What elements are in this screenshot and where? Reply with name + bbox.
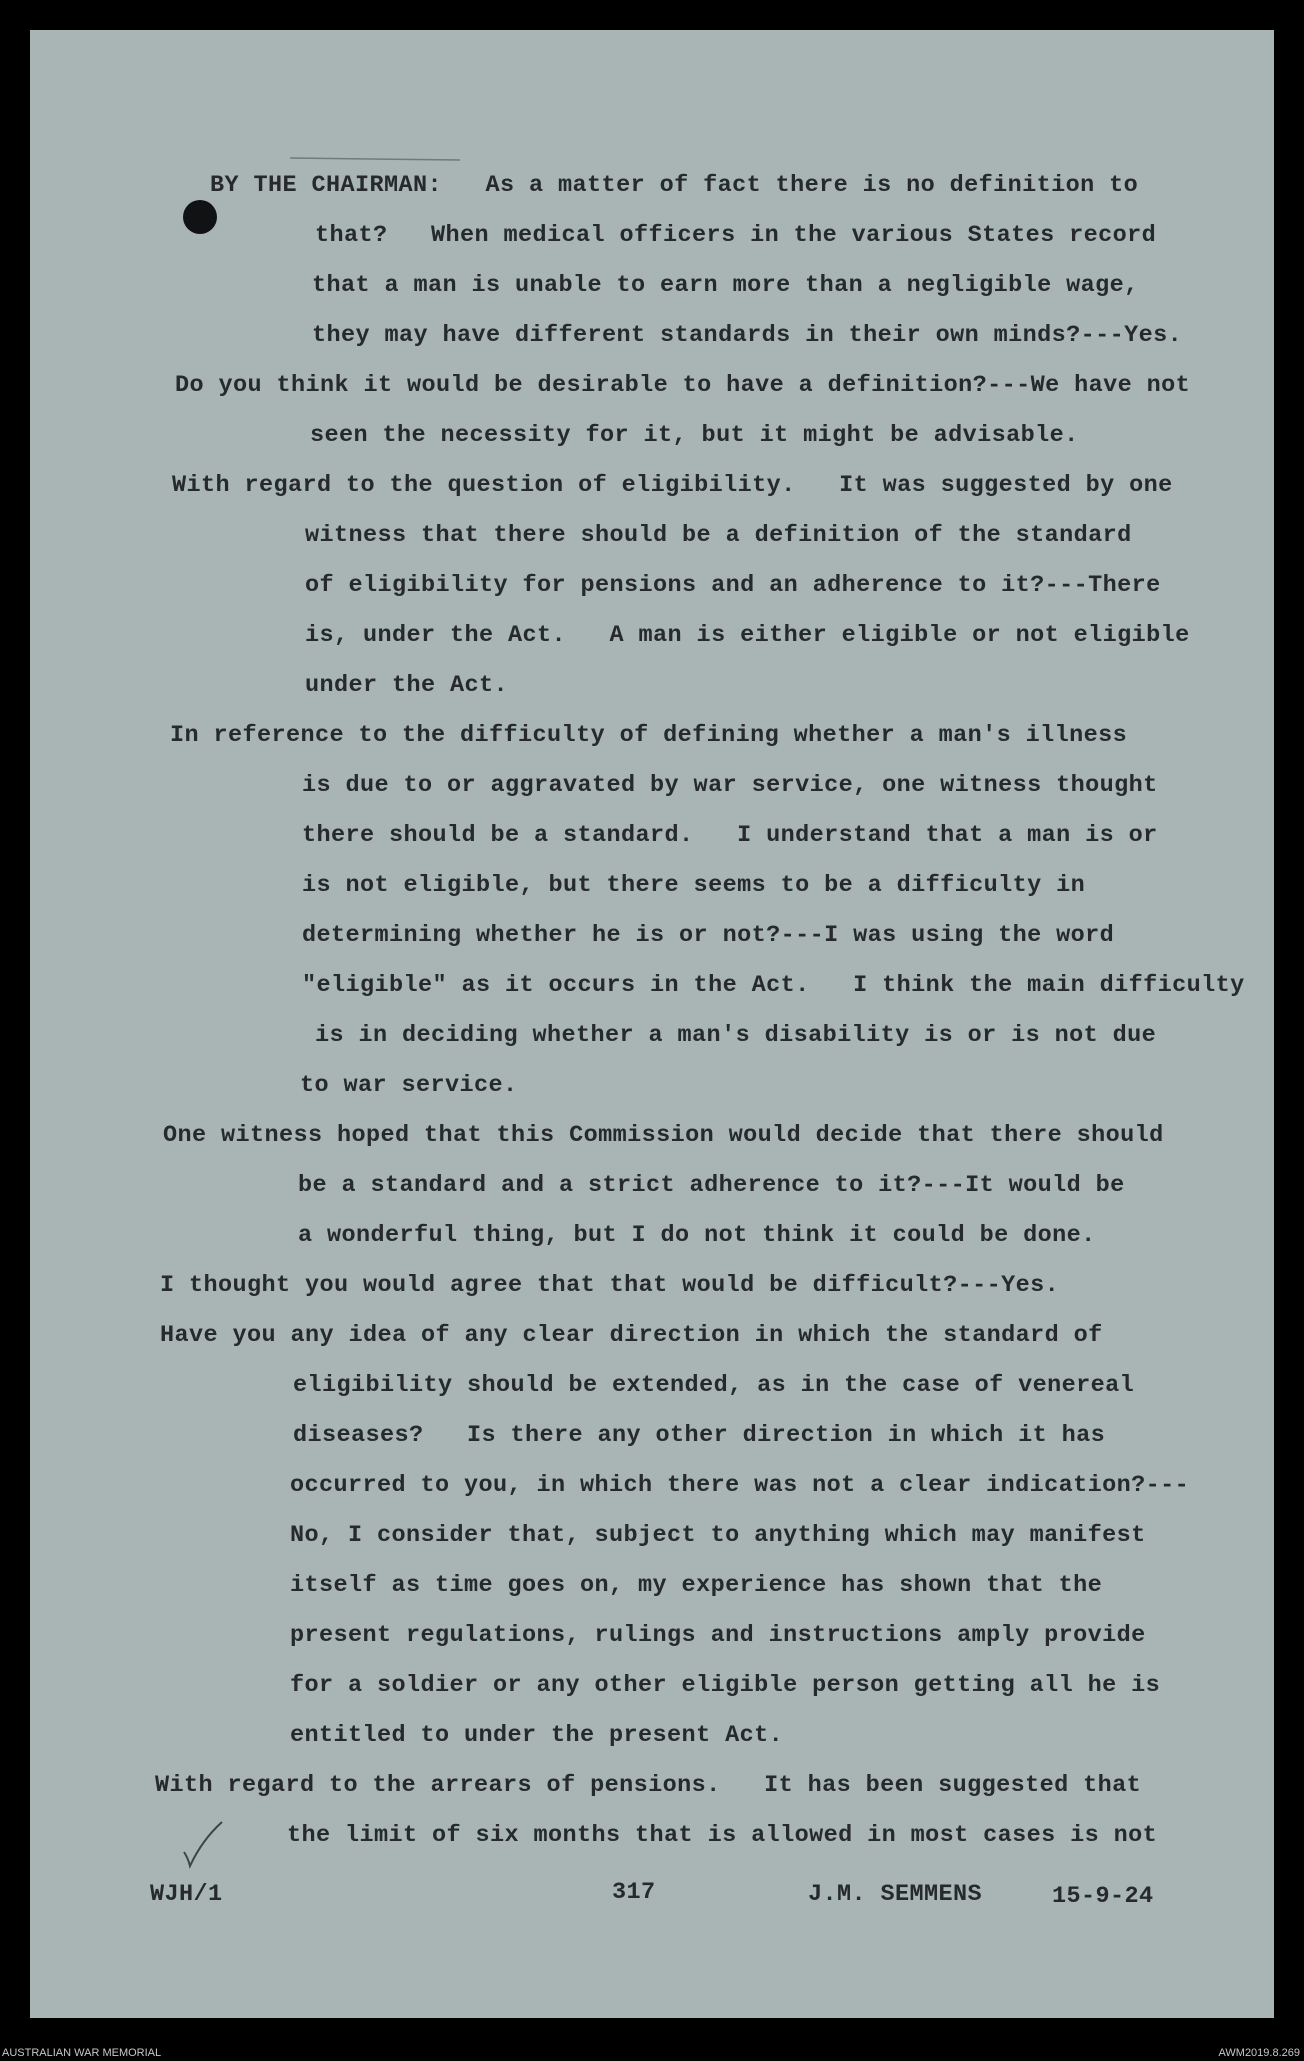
transcript-line: determining whether he is or not?---I was using the word: [302, 922, 1115, 949]
transcript-line: witness that there should be a definition of the standard: [305, 522, 1132, 549]
transcript-line: Have you any idea of any clear direction in which the standard of: [160, 1322, 1103, 1349]
transcript-line: BY THE CHAIRMAN: As a matter of fact there is no definition to: [210, 172, 1139, 199]
transcript-line: is not eligible, but there seems to be a difficulty in: [302, 872, 1086, 899]
transcript-line: is, under the Act. A man is either eligible or not eligible: [305, 622, 1190, 649]
transcript-line: is in deciding whether a man's disability is or is not due: [315, 1022, 1157, 1049]
transcript-line: they may have different standards in their own minds?---Yes.: [312, 322, 1183, 349]
transcript-line: of eligibility for pensions and an adherence to it?---There: [305, 572, 1161, 599]
transcript-line: the limit of six months that is allowed in most cases is not: [287, 1822, 1158, 1849]
transcript-line: Do you think it would be desirable to have a definition?---We have not: [175, 372, 1191, 399]
transcript-line: under the Act.: [305, 672, 509, 699]
transcript-line: be a standard and a strict adherence to it?---It would be: [298, 1172, 1125, 1199]
transcript-line: entitled to under the present Act.: [290, 1722, 784, 1749]
footer-date: 15-9-24: [1052, 1883, 1154, 1910]
transcript-line: eligibility should be extended, as in the case of venereal: [293, 1372, 1135, 1399]
punch-hole: [183, 200, 217, 234]
transcript-line: With regard to the arrears of pensions. It has been suggested that: [155, 1772, 1142, 1799]
transcript-line: that? When medical officers in the various States record: [315, 222, 1157, 249]
footer-page-number: 317: [612, 1879, 656, 1906]
footer-initials: WJH/1: [150, 1881, 223, 1908]
transcript-line: One witness hoped that this Commission would decide that there should: [163, 1122, 1164, 1149]
transcript-line: I thought you would agree that that would be difficult?---Yes.: [160, 1272, 1060, 1299]
footer-witness-name: J.M. SEMMENS: [808, 1881, 983, 1908]
checkmark-icon: [180, 1818, 226, 1870]
transcript-line: "eligible" as it occurs in the Act. I think the main difficulty: [302, 972, 1245, 999]
transcript-line: occurred to you, in which there was not a clear indication?---: [290, 1472, 1190, 1499]
transcript-line: With regard to the question of eligibility. It was suggested by one: [172, 472, 1173, 499]
transcript-line: that a man is unable to earn more than a negligible wage,: [312, 272, 1139, 299]
archive-reference: AWM2019.8.269: [1218, 2047, 1300, 2059]
document-page: [30, 30, 1274, 2018]
transcript-line: In reference to the difficulty of defining whether a man's illness: [170, 722, 1128, 749]
transcript-line: seen the necessity for it, but it might be advisable.: [310, 422, 1079, 449]
transcript-line: is due to or aggravated by war service, one witness thought: [302, 772, 1158, 799]
archive-label: AUSTRALIAN WAR MEMORIAL: [2, 2047, 162, 2059]
transcript-line: there should be a standard. I understand that a man is or: [302, 822, 1158, 849]
transcript-line: No, I consider that, subject to anything which may manifest: [290, 1522, 1146, 1549]
transcript-line: diseases? Is there any other direction in which it has: [293, 1422, 1106, 1449]
pencil-mark-icon: [290, 155, 460, 163]
transcript-line: to war service.: [300, 1072, 518, 1099]
transcript-line: itself as time goes on, my experience has shown that the: [290, 1572, 1103, 1599]
transcript-line: present regulations, rulings and instructions amply provide: [290, 1622, 1146, 1649]
transcript-line: for a soldier or any other eligible person getting all he is: [290, 1672, 1161, 1699]
transcript-line: a wonderful thing, but I do not think it could be done.: [298, 1222, 1096, 1249]
